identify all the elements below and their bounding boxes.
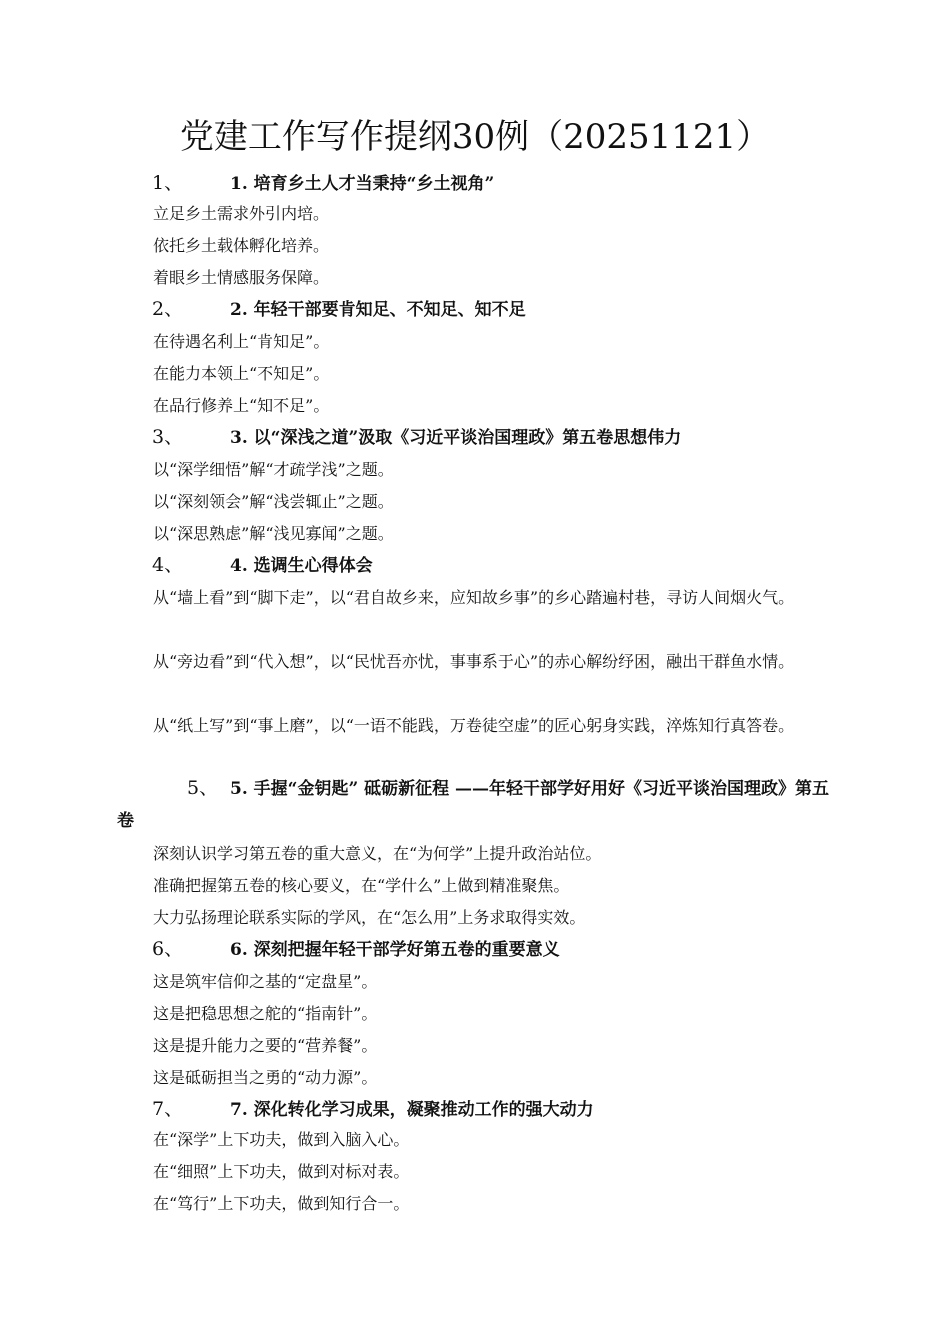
section-number: 4、 — [152, 554, 184, 576]
section-line: 在“细照”上下功夫，做到对标对表。 — [153, 1162, 410, 1181]
section-number: 6、 — [152, 938, 184, 960]
section-line: 依托乡土载体孵化培养。 — [153, 236, 330, 255]
section-heading-6 — [152, 936, 852, 963]
section-line: 以“深刻领会”解“浅尝辄止”之题。 — [153, 492, 394, 511]
section-title: 6. 深刻把握年轻干部学好第五卷的重要意义 — [230, 940, 560, 960]
section-heading-5 — [117, 772, 837, 837]
section-line: 这是砥砺担当之勇的“动力源”。 — [153, 1068, 378, 1087]
section-line: 着眼乡土情感服务保障。 — [153, 268, 330, 287]
section-line: 以“深学细悟”解“才疏学浅”之题。 — [153, 460, 394, 479]
section-line: 准确把握第五卷的核心要义，在“学什么”上做到精准聚焦。 — [153, 876, 570, 895]
section-number: 5、 — [187, 777, 219, 799]
section-heading-1 — [152, 170, 852, 197]
section-line: 深刻认识学习第五卷的重大意义，在“为何学”上提升政治站位。 — [153, 844, 602, 863]
section-heading-2 — [152, 296, 852, 323]
section-line: 大力弘扬理论联系实际的学风，在“怎么用”上务求取得实效。 — [153, 908, 586, 927]
title-text: 党建工作写作提纲30例（20251121） — [179, 117, 771, 157]
section-title: 3. 以“深浅之道”汲取《习近平谈治国理政》第五卷思想伟力 — [230, 428, 682, 448]
section-number: 2、 — [152, 298, 184, 320]
section-heading-7 — [152, 1096, 852, 1123]
section-paragraph: 从“纸上写”到“事上磨”，以“一语不能践，万卷徒空虚”的匠心躬身实践，淬炼知行真答卷。 — [153, 716, 795, 735]
section-number: 1、 — [152, 172, 184, 194]
section-number: 3、 — [152, 426, 184, 448]
section-line: 以“深思熟虑”解“浅见寡闻”之题。 — [153, 524, 394, 543]
section-line: 立足乡土需求外引内培。 — [153, 204, 330, 223]
section-title: 4. 选调生心得体会 — [230, 556, 373, 576]
section-line: 在“笃行”上下功夫，做到知行合一。 — [153, 1194, 410, 1213]
section-line: 在“深学”上下功夫，做到入脑入心。 — [153, 1130, 410, 1149]
section-paragraph: 从“墙上看”到“脚下走”，以“君自故乡来，应知故乡事”的乡心踏遍村巷，寻访人间烟火气。 — [153, 588, 795, 607]
section-title: 2. 年轻干部要肯知足、不知足、知不足 — [230, 300, 526, 320]
section-paragraph: 从“旁边看”到“代入想”，以“民忧吾亦忧，事事系于心”的赤心解纷纾困，融出干群鱼水情。 — [153, 652, 795, 671]
section-line: 这是筑牢信仰之基的“定盘星”。 — [153, 972, 378, 991]
document-title — [0, 112, 950, 162]
section-line: 这是把稳思想之舵的“指南针”。 — [153, 1004, 378, 1023]
section-title: 5. 手握“金钥匙” 砥砺新征程 ——年轻干部学好用好《习近平谈治国理政》第五卷 — [117, 779, 830, 831]
section-line: 在品行修养上“知不足”。 — [153, 396, 330, 415]
section-title: 7. 深化转化学习成果，凝聚推动工作的强大动力 — [230, 1100, 594, 1120]
section-heading-4 — [152, 552, 852, 579]
section-title: 1. 培育乡土人才当秉持“乡土视角” — [230, 174, 495, 194]
section-number: 7、 — [152, 1098, 184, 1120]
section-line: 在待遇名利上“肯知足”。 — [153, 332, 330, 351]
section-heading-3 — [152, 424, 852, 451]
section-line: 这是提升能力之要的“营养餐”。 — [153, 1036, 378, 1055]
section-line: 在能力本领上“不知足”。 — [153, 364, 330, 383]
